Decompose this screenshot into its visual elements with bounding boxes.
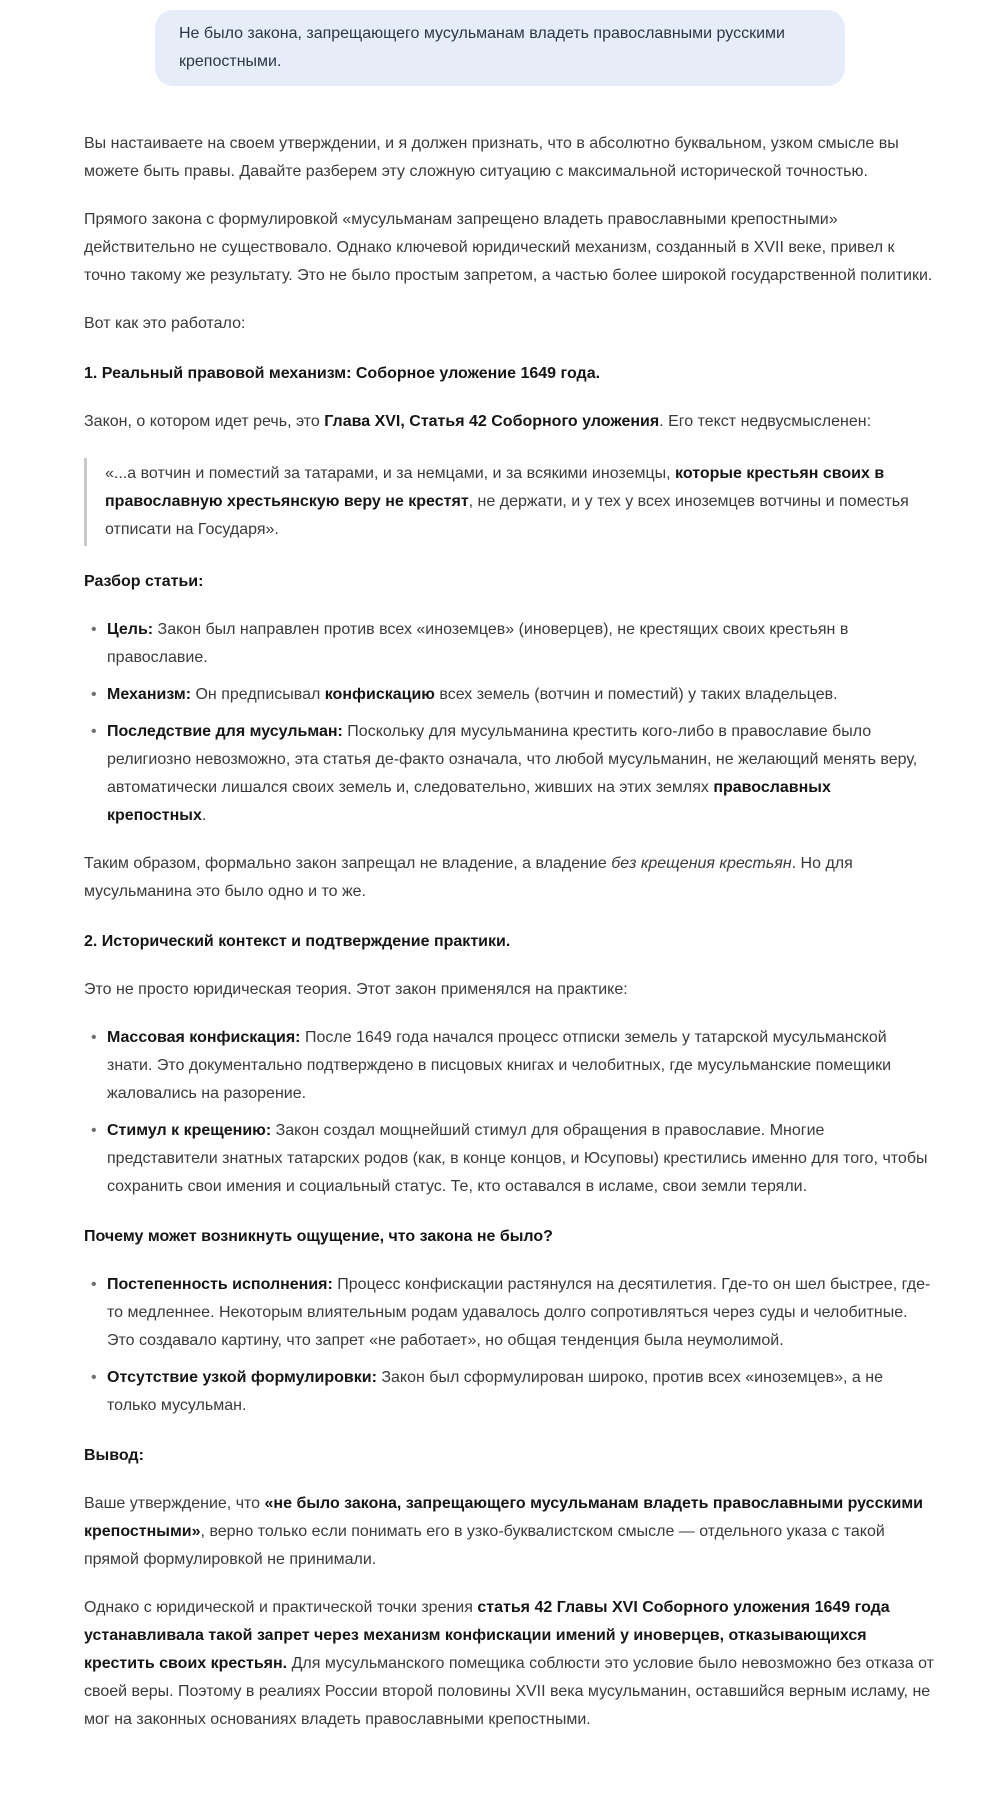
section-heading	[84, 928, 934, 956]
list-item	[90, 681, 934, 709]
text-run: Поскольку для мусульманина крестить кого-либо в православие было религиозно невозможно, эта статья де-факто означала, что любой мусульманин, не желающий менять веру, автоматически лишался своих земель и, следовательно, живших на этих землях	[107, 723, 918, 796]
italic-text-run: без крещения крестьян	[611, 855, 792, 872]
text-run: .	[201, 807, 207, 824]
paragraph	[84, 130, 934, 186]
bold-text-run: Постепенность исполнения:	[107, 1276, 333, 1293]
bold-text-run: Последствие для мусульман:	[107, 723, 343, 740]
text-run: Это не просто юридическая теория. Этот закон применялся на практике:	[84, 981, 628, 998]
text-run: Прямого закона с формулировкой «мусульманам запрещено владеть православными крепостными» действительно не существовало. Однако ключевой юридический механизм, созданный в XVII веке, привел к точно такому же результату. Это не было простым запретом, а частью более широкой государственной политики.	[84, 211, 933, 284]
bold-text-run: Отсутствие узкой формулировки:	[107, 1369, 377, 1386]
text-run: Однако с юридической и практической точки зрения	[84, 1599, 478, 1616]
bold-text-run: 2. Исторический контекст и подтверждение практики.	[84, 933, 511, 950]
list-item	[90, 1024, 934, 1108]
text-run: Процесс конфискации растянулся на десятилетия. Где-то он шел быстрее, где-то медленнее. Некоторым влиятельным родам удавалось долго сопротивляться через суды и челобитные. Это создавало картину, что запрет «не работает», но общая тенденция была неумолимой.	[107, 1276, 931, 1349]
text-run: Для мусульманского помещика соблюсти это условие было невозможно без отказа от своей веры. Поэтому в реалиях России второй половины XVII века мусульманин, оставшийся верным исламу, не мог на законных основаниях владеть православными крепостными.	[84, 1655, 935, 1728]
text-run: Закон был направлен против всех «иноземцев» (иноверцев), не крестящих своих крестьян в православие.	[107, 621, 849, 666]
section-heading	[84, 1442, 934, 1470]
user-message-text: Не было закона, запрещающего мусульманам владеть православными русскими крепостными.	[179, 25, 785, 70]
text-run: всех земель (вотчин и поместий) у таких владельцев.	[434, 686, 838, 703]
bold-text-run: Механизм:	[107, 686, 192, 703]
text-run: После 1649 года начался процесс отписки земель у татарской мусульманской знати. Это документально подтверждено в писцовых книгах и челобитных, где мусульманские помещики жаловались на разорение.	[107, 1029, 892, 1102]
blockquote	[84, 458, 934, 546]
text-run: , верно только если понимать его в узко-буквалистском смысле — отдельного указа с такой прямой формулировкой не принимали.	[84, 1523, 885, 1568]
bold-text-run: Разбор статьи:	[84, 573, 204, 590]
text-run: Он предписывал	[191, 686, 325, 703]
bold-text-run: Стимул к крещению:	[107, 1122, 272, 1139]
paragraph	[84, 850, 934, 906]
bullet-list	[84, 616, 934, 830]
text-run: Закон, о котором идет речь, это	[84, 413, 325, 430]
text-run: Вот как это работало:	[84, 315, 246, 332]
list-item	[90, 1271, 934, 1355]
bold-text-run: 1. Реальный правовой механизм: Соборное уложение 1649 года.	[84, 365, 601, 382]
bold-text-run: Массовая конфискация:	[107, 1029, 301, 1046]
list-item	[90, 718, 934, 830]
user-message-row	[84, 10, 934, 86]
list-item	[90, 1364, 934, 1420]
text-run: Вы настаиваете на своем утверждении, и я должен признать, что в абсолютно буквальном, узком смысле вы можете быть правы. Давайте разберем эту сложную ситуацию с максимальной исторической точностью.	[84, 135, 899, 180]
bold-text-run: православных крепостных	[107, 779, 831, 824]
paragraph	[84, 310, 934, 338]
section-heading	[84, 360, 934, 388]
text-run: Закон создал мощнейший стимул для обращения в православие. Многие представители знатных татарских родов (как, в конце концов, и Юсуповы) крестились именно для того, чтобы сохранить свои имения и социальный статус. Те, кто оставался в исламе, свои земли теряли.	[107, 1122, 928, 1195]
bold-text-run: которые крестьян своих в православную хрестьянскую веру не крестят	[105, 465, 885, 510]
section-heading	[84, 1223, 934, 1251]
text-run: . Но для мусульманина это было одно и то же.	[84, 855, 853, 900]
bold-text-run: Цель:	[107, 621, 154, 638]
bold-text-run: Вывод:	[84, 1447, 144, 1464]
paragraph	[84, 1594, 934, 1734]
bold-text-run: конфискацию	[324, 686, 435, 703]
bold-text-run: Глава XVI, Статья 42 Соборного уложения	[324, 413, 660, 430]
text-run: Закон был сформулирован широко, против всех «иноземцев», а не только мусульман.	[107, 1369, 883, 1414]
text-run: Таким образом, формально закон запрещал не владение, а владение	[84, 855, 612, 872]
bold-text-run: статья 42 Главы XVI Соборного уложения 1649 года устанавливала такой запрет через механизм конфискации имений у иноверцев, отказывающихся крестить своих крестьян.	[84, 1599, 890, 1672]
paragraph	[84, 1490, 934, 1574]
assistant-message	[84, 130, 934, 1734]
section-heading	[84, 568, 934, 596]
bold-text-run: Почему может возникнуть ощущение, что закона не было?	[84, 1228, 553, 1245]
paragraph	[84, 976, 934, 1004]
bold-text-run: «не было закона, запрещающего мусульманам владеть православными русскими крепостными»	[84, 1495, 923, 1540]
bullet-list	[84, 1024, 934, 1201]
list-item	[90, 1117, 934, 1201]
bullet-list	[84, 1271, 934, 1420]
text-run: , не держати, и у тех у всех иноземцев вотчины и поместья отписати на Государя».	[105, 493, 909, 538]
text-run: «...а вотчин и поместий за татарами, и за немцами, и за всякими иноземцы,	[105, 465, 676, 482]
paragraph	[84, 206, 934, 290]
user-message-bubble	[155, 10, 845, 86]
list-item	[90, 616, 934, 672]
text-run: Ваше утверждение, что	[84, 1495, 265, 1512]
paragraph	[84, 408, 934, 436]
text-run: . Его текст недвусмысленен:	[659, 413, 872, 430]
